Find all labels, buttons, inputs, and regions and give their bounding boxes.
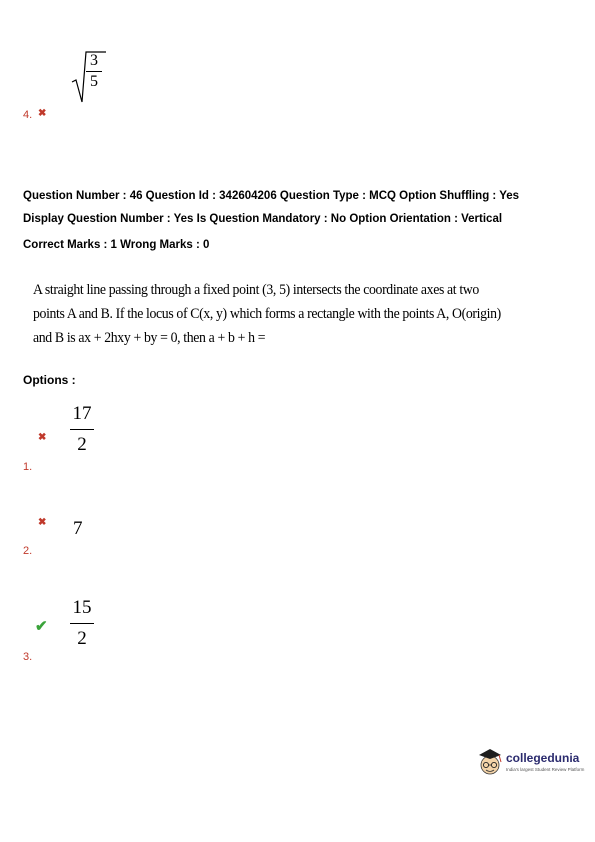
mascot-icon [476, 745, 506, 779]
check-icon: ✔ [35, 618, 48, 635]
collegedunia-logo [476, 745, 586, 781]
cross-icon: ✖ [38, 432, 47, 443]
question-line-2: points A and B. If the locus of C(x, y) which forms a rectangle with the points A, O(origin) [33, 306, 501, 322]
option-3-numerator: 15 [72, 597, 92, 618]
logo-tagline: India's largest Student Review Platform [506, 767, 585, 772]
fraction-bar [70, 429, 94, 430]
question-meta-line-1: Question Number : 46 Question Id : 342604206 Question Type : MCQ Option Shuffling : Yes [23, 190, 520, 202]
option-1-number: 1. [23, 461, 33, 473]
sqrt-denominator: 5 [90, 73, 98, 90]
option-1-numerator: 17 [72, 403, 92, 424]
option-2-number: 2. [23, 545, 33, 557]
question-line-3: and B is ax + 2hxy + by = 0, then a + b + h = [33, 330, 266, 346]
logo-name: collegedunia [506, 751, 580, 765]
question-text [33, 278, 501, 350]
option-3-fraction[interactable] [67, 597, 97, 650]
option-3-number: 3. [23, 651, 33, 663]
option-2-value[interactable]: 7 [73, 518, 83, 539]
option-3-denominator: 2 [77, 628, 87, 649]
option-1-fraction[interactable] [67, 403, 97, 456]
fraction-bar [70, 623, 94, 624]
question-meta-line-3: Correct Marks : 1 Wrong Marks : 0 [23, 239, 210, 251]
previous-option-number: 4. [23, 109, 33, 121]
options-label: Options : [23, 373, 76, 387]
fraction-bar [86, 71, 102, 72]
question-meta-line-2: Display Question Number : Yes Is Question Mandatory : No Option Orientation : Vertical [23, 213, 503, 225]
question-line-1: A straight line passing through a fixed point (3, 5) intersects the coordinate axes at two [33, 282, 479, 298]
sqrt-numerator: 3 [90, 52, 98, 69]
cross-icon: ✖ [38, 108, 47, 119]
option-1-denominator: 2 [77, 434, 87, 455]
previous-option-sqrt-fraction [70, 50, 110, 110]
cross-icon: ✖ [38, 517, 47, 528]
